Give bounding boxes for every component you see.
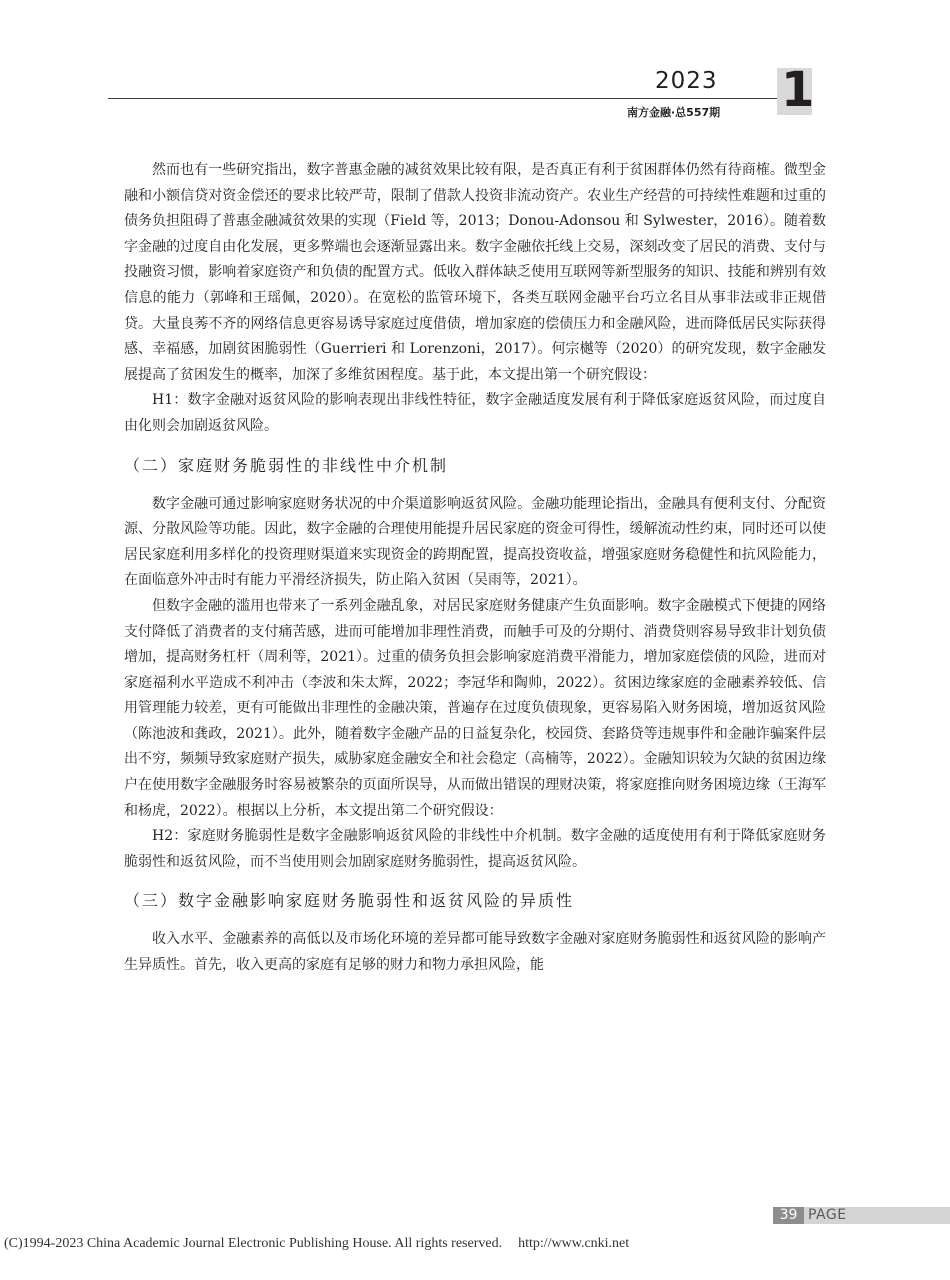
article-body xyxy=(124,158,826,979)
hypothesis-h2: H2：家庭财务脆弱性是数字金融影响返贫风险的非线性中介机制。数字金融的适度使用有利于降低家庭财务脆弱性和返贫风险，而不当使用则会加剧家庭财务脆弱性，提高返贫风险。 xyxy=(124,828,826,870)
header-year: 2023 xyxy=(655,68,718,94)
source-url: http://www.cnki.net xyxy=(518,1236,630,1251)
page-label: PAGE xyxy=(808,1207,847,1223)
section-heading: （二）家庭财务脆弱性的非线性中介机制 xyxy=(124,455,449,475)
body-paragraph: 但数字金融的滥用也带来了一系列金融乱象，对居民家庭财务健康产生负面影响。数字金融模式下便捷的网络支付降低了消费者的支付痛苦感，进而可能增加非理性消费，而触手可及的分期付、消费贷则容易导致非计划负债增加，提高财务杠杆（周利等，2021）。过重的债务负担会影响家庭消费平滑能力，增加家庭偿债的风险，进而对家庭福利水平造成不利冲击（李波和朱太辉，2022；李冠华和陶帅，2022）。贫困边缘家庭的金融素养较低、信用管理能力较差，更有可能做出非理性的金融决策，普遍存在过度负债现象，更容易陷入财务困境，增加返贫风险（陈池波和龚政，2021）。此外，随着数字金融产品的日益复杂化，校园贷、套路贷等违规事件和金融诈骗案件层出不穷，频频导致家庭财产损失，威胁家庭金融安全和社会稳定（高楠等，2022）。金融知识较为欠缺的贫困边缘户在使用数字金融服务时容易被繁杂的页面所误导，从而做出错误的理财决策，将家庭推向财务困境边缘（王海军和杨虎，2022）。根据以上分析，本文提出第二个研究假设： xyxy=(124,597,826,819)
copyright-text: (C)1994-2023 China Academic Journal Electronic Publishing House. All rights reserved. xyxy=(4,1236,503,1251)
issue-number: 1 xyxy=(781,62,815,118)
body-paragraph: 数字金融可通过影响家庭财务状况的中介渠道影响返贫风险。金融功能理论指出，金融具有便利支付、分配资源、分散风险等功能。因此，数字金融的合理使用能提升居民家庭的资金可得性，缓解流动性约束，同时还可以使居民家庭利用多样化的投资理财渠道来实现资金的跨期配置，提高投资收益，增强家庭财务稳健性和抗风险能力，在面临意外冲击时有能力平滑经济损失，防止陷入贫困（吴雨等，2021）。 xyxy=(124,495,826,589)
body-paragraph: 然而也有一些研究指出，数字普惠金融的减贫效果比较有限，是否真正有利于贫困群体仍然有待商榷。微型金融和小额信贷对资金偿还的要求比较严苛，限制了借款人投资非流动资产。农业生产经营的可持续性难题和过重的债务负担阻碍了普惠金融减贫效果的实现（Field 等，2013；Donou-Adonsou 和 Sylwester，2016）。随着数字金融的过度自由化发展，更多弊端也会逐渐显露出来。数字金融依托线上交易，深刻改变了居民的消费、支付与投融资习惯，影响着家庭资产和负债的配置方式。低收入群体缺乏使用互联网等新型服务的知识、技能和辨别有效信息的能力（郭峰和王瑶佩，2020）。在宽松的监管环境下，各类互联网金融平台巧立名目从事非法或非正规借贷。大量良莠不齐的网络信息更容易诱导家庭过度借债，增加家庭的偿债压力和金融风险，进而降低居民实际获得感、幸福感，加剧贫困脆弱性（Guerrieri 和 Lorenzoni，2017）。何宗樾等（2020）的研究发现，数字金融发展提高了贫困发生的概率，加深了多维贫困程度。基于此，本文提出第一个研究假设： xyxy=(124,162,826,383)
header-rule xyxy=(108,98,778,99)
header-journal-issue: 南方金融·总557期 xyxy=(627,106,721,119)
copyright-line xyxy=(4,1236,946,1252)
page-number: 39 xyxy=(779,1207,798,1223)
section-heading: （三）数字金融影响家庭财务脆弱性和返贫风险的异质性 xyxy=(124,891,575,911)
body-paragraph: 收入水平、金融素养的高低以及市场化环境的差异都可能导致数字金融对家庭财务脆弱性和返贫风险的影响产生异质性。首先，收入更高的家庭有足够的财力和物力承担风险，能 xyxy=(124,931,826,974)
hypothesis-h1: H1：数字金融对返贫风险的影响表现出非线性特征，数字金融适度发展有利于降低家庭返贫风险，而过度自由化则会加剧返贫风险。 xyxy=(124,392,826,434)
